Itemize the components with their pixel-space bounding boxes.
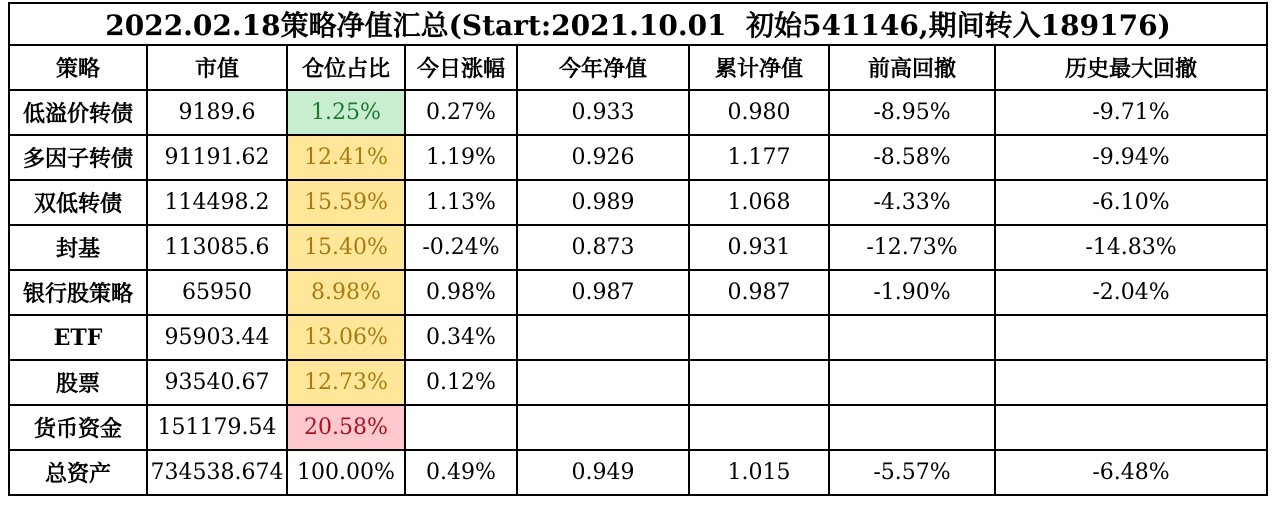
strategy-name-cell: 低溢价转债 — [9, 90, 147, 135]
table-row — [9, 90, 1267, 135]
table-row — [9, 135, 1267, 180]
column-header-drawdown-from-high: 前高回撤 — [829, 45, 995, 90]
drawdown-from-high-cell — [829, 405, 995, 450]
column-header-today-change: 今日涨幅 — [405, 45, 517, 90]
cum-nav-cell: 1.015 — [689, 450, 829, 495]
cum-nav-cell: 1.068 — [689, 180, 829, 225]
strategy-nav-table — [8, 2, 1268, 496]
strategy-name-cell: 双低转债 — [9, 180, 147, 225]
today-change-cell: 1.19% — [405, 135, 517, 180]
drawdown-from-high-cell: -1.90% — [829, 270, 995, 315]
position-pct-cell: 12.73% — [287, 360, 405, 405]
drawdown-from-high-cell: -8.58% — [829, 135, 995, 180]
ytd-nav-cell — [517, 315, 689, 360]
column-header-cum-nav: 累计净值 — [689, 45, 829, 90]
cum-nav-cell: 1.177 — [689, 135, 829, 180]
today-change-cell: 0.98% — [405, 270, 517, 315]
ytd-nav-cell: 0.987 — [517, 270, 689, 315]
drawdown-from-high-cell: -5.57% — [829, 450, 995, 495]
strategy-name-cell: 货币资金 — [9, 405, 147, 450]
position-pct-cell: 8.98% — [287, 270, 405, 315]
ytd-nav-cell: 0.949 — [517, 450, 689, 495]
page-title: 2022.02.18策略净值汇总(Start:2021.10.01 初始541146,期间转入189176) — [9, 3, 1267, 45]
max-drawdown-cell: -6.48% — [995, 450, 1267, 495]
drawdown-from-high-cell — [829, 360, 995, 405]
market-value-cell: 113085.6 — [147, 225, 287, 270]
position-pct-cell: 13.06% — [287, 315, 405, 360]
today-change-cell: -0.24% — [405, 225, 517, 270]
today-change-cell — [405, 405, 517, 450]
ytd-nav-cell: 0.873 — [517, 225, 689, 270]
position-pct-cell: 1.25% — [287, 90, 405, 135]
column-header-ytd-nav: 今年净值 — [517, 45, 689, 90]
table-row — [9, 270, 1267, 315]
position-pct-cell: 100.00% — [287, 450, 405, 495]
today-change-cell: 1.13% — [405, 180, 517, 225]
position-pct-cell: 20.58% — [287, 405, 405, 450]
cum-nav-cell: 0.931 — [689, 225, 829, 270]
cum-nav-cell: 0.987 — [689, 270, 829, 315]
position-pct-cell: 15.40% — [287, 225, 405, 270]
strategy-name-cell: 总资产 — [9, 450, 147, 495]
column-header-position-pct: 仓位占比 — [287, 45, 405, 90]
cum-nav-cell — [689, 315, 829, 360]
header-row — [9, 45, 1267, 90]
strategy-name-cell: 股票 — [9, 360, 147, 405]
strategy-name-cell: 银行股策略 — [9, 270, 147, 315]
market-value-cell: 114498.2 — [147, 180, 287, 225]
today-change-cell: 0.12% — [405, 360, 517, 405]
drawdown-from-high-cell — [829, 315, 995, 360]
table-row — [9, 360, 1267, 405]
max-drawdown-cell: -14.83% — [995, 225, 1267, 270]
market-value-cell: 734538.674 — [147, 450, 287, 495]
table-row-total — [9, 450, 1267, 495]
max-drawdown-cell: -2.04% — [995, 270, 1267, 315]
column-header-max-drawdown: 历史最大回撤 — [995, 45, 1267, 90]
market-value-cell: 9189.6 — [147, 90, 287, 135]
today-change-cell: 0.34% — [405, 315, 517, 360]
max-drawdown-cell: -9.71% — [995, 90, 1267, 135]
max-drawdown-cell: -6.10% — [995, 180, 1267, 225]
column-header-market-value: 市值 — [147, 45, 287, 90]
max-drawdown-cell — [995, 360, 1267, 405]
max-drawdown-cell — [995, 405, 1267, 450]
table-row — [9, 180, 1267, 225]
market-value-cell: 65950 — [147, 270, 287, 315]
table-row — [9, 225, 1267, 270]
market-value-cell: 91191.62 — [147, 135, 287, 180]
cum-nav-cell — [689, 360, 829, 405]
table-row — [9, 315, 1267, 360]
max-drawdown-cell: -9.94% — [995, 135, 1267, 180]
ytd-nav-cell: 0.926 — [517, 135, 689, 180]
drawdown-from-high-cell: -8.95% — [829, 90, 995, 135]
ytd-nav-cell: 0.989 — [517, 180, 689, 225]
market-value-cell: 93540.67 — [147, 360, 287, 405]
ytd-nav-cell — [517, 360, 689, 405]
strategy-name-cell: 多因子转债 — [9, 135, 147, 180]
today-change-cell: 0.49% — [405, 450, 517, 495]
cum-nav-cell: 0.980 — [689, 90, 829, 135]
strategy-name-cell: 封基 — [9, 225, 147, 270]
drawdown-from-high-cell: -12.73% — [829, 225, 995, 270]
market-value-cell: 151179.54 — [147, 405, 287, 450]
today-change-cell: 0.27% — [405, 90, 517, 135]
ytd-nav-cell — [517, 405, 689, 450]
table-row — [9, 405, 1267, 450]
column-header-strategy: 策略 — [9, 45, 147, 90]
position-pct-cell: 12.41% — [287, 135, 405, 180]
position-pct-cell: 15.59% — [287, 180, 405, 225]
max-drawdown-cell — [995, 315, 1267, 360]
ytd-nav-cell: 0.933 — [517, 90, 689, 135]
market-value-cell: 95903.44 — [147, 315, 287, 360]
cum-nav-cell — [689, 405, 829, 450]
strategy-name-cell: ETF — [9, 315, 147, 360]
drawdown-from-high-cell: -4.33% — [829, 180, 995, 225]
title-row — [9, 3, 1267, 45]
